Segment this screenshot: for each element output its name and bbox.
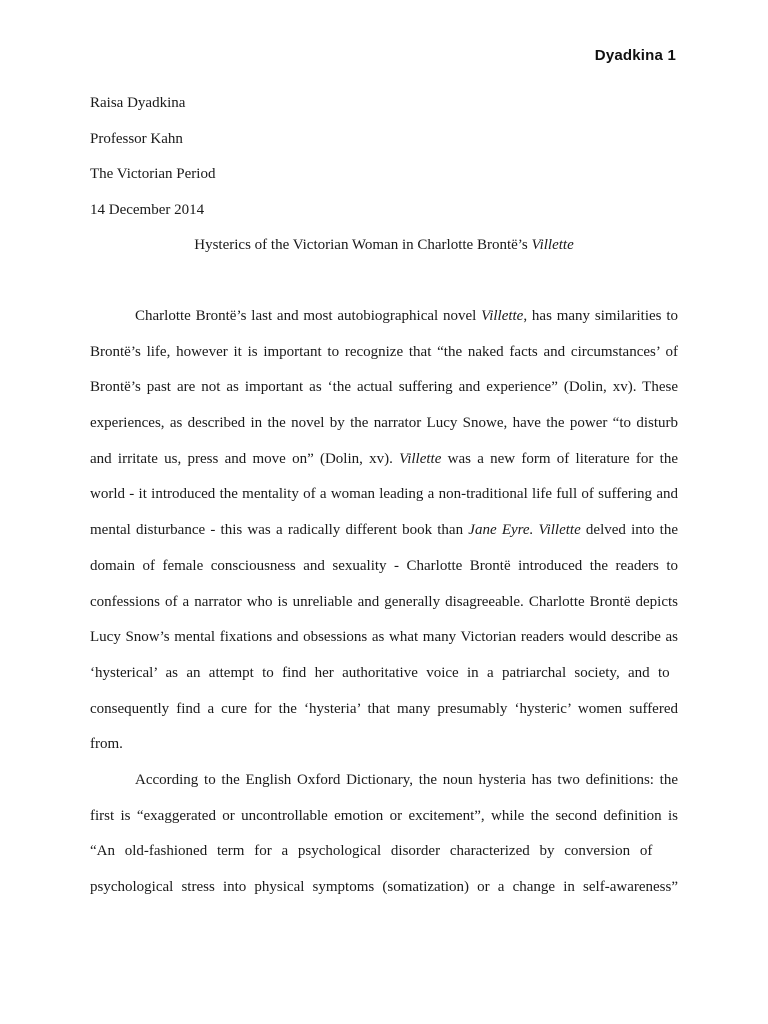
paragraph-1 — [90, 305, 678, 769]
student-name: Raisa Dyadkina — [90, 95, 186, 111]
essay-title-italic: Villette — [531, 237, 574, 253]
text-line: first is “exaggerated or uncontrollable emotion or excitement”, while the second definition is — [90, 807, 678, 824]
text-line: Brontë’s life, however it is important to recognize that “the naked facts and circumstances’ of — [90, 343, 678, 360]
text-line: world - it introduced the mentality of a woman leading a non-traditional life full of suffering and — [90, 486, 678, 503]
paragraph-2 — [90, 769, 678, 912]
text-line: consequently find a cure for the ‘hysteria’ that many presumably ‘hysteric’ women suffered — [90, 700, 678, 717]
running-head-page-number: Dyadkina 1 — [594, 47, 676, 64]
text-line: experiences, as described in the novel by the narrator Lucy Snowe, have the power “to disturb — [90, 415, 678, 432]
course-name: The Victorian Period — [90, 166, 216, 183]
text-line: from. — [90, 736, 123, 753]
text-line: Charlotte Brontë’s last and most autobiographical novel Villette, has many similarities to — [135, 308, 678, 324]
text-line: “An old-fashioned term for a psychological disorder characterized by conversion of — [90, 843, 653, 860]
text-line: Lucy Snow’s mental fixations and obsessions as what many Victorian readers would describe as — [90, 629, 678, 646]
text-line: Brontë’s past are not as important as ‘the actual suffering and experience” (Dolin, xv). These — [90, 379, 678, 396]
text-line: domain of female consciousness and sexuality - Charlotte Brontë introduced the readers to — [90, 557, 678, 574]
text-line: mental disturbance - this was a radically different book than Jane Eyre. Villette delved into the — [90, 522, 678, 539]
essay-title-text: Hysterics of the Victorian Woman in Charlotte Brontë’s — [194, 237, 532, 253]
professor-name: Professor Kahn — [90, 130, 183, 147]
essay-title — [90, 234, 678, 256]
text-line: According to the English Oxford Dictionary, the noun hysteria has two definitions: the — [135, 771, 678, 788]
essay-body — [90, 305, 678, 912]
text-line: psychological stress into physical symptoms (somatization) or a change in self-awareness” — [90, 879, 678, 895]
text-line: confessions of a narrator who is unreliable and generally disagreeable. Charlotte Brontë depicts — [90, 593, 678, 610]
mla-heading — [90, 92, 680, 235]
essay-date: 14 December 2014 — [90, 202, 205, 219]
text-line: ‘hysterical’ as an attempt to find her authoritative voice in a patriarchal society, and to — [90, 664, 670, 681]
text-line: and irritate us, press and move on” (Dolin, xv). Villette was a new form of literature for the — [90, 450, 678, 467]
